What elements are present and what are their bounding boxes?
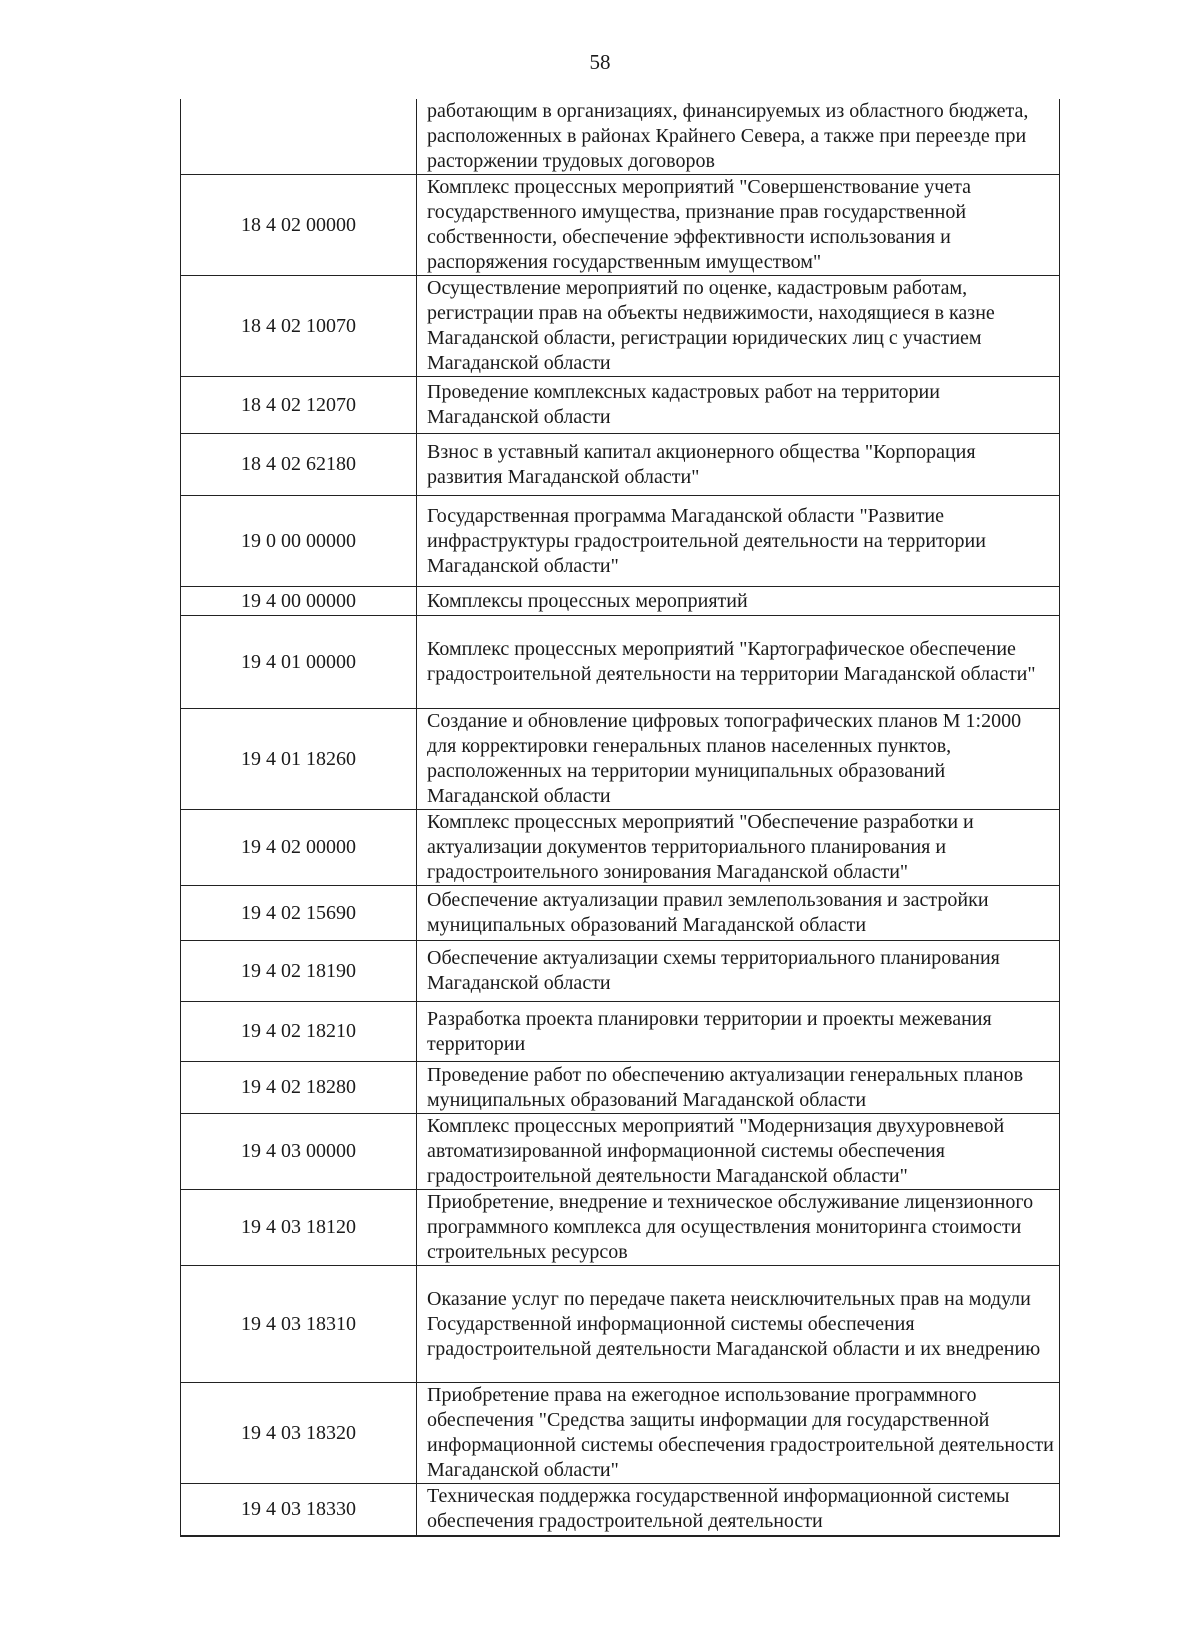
table-row xyxy=(181,1190,1060,1266)
code-cell: 19 4 03 18120 xyxy=(181,1190,417,1266)
code-cell: 18 4 02 12070 xyxy=(181,377,417,434)
code-cell: 19 4 02 00000 xyxy=(181,810,417,886)
description-cell: работающим в организациях, финансируемых из областного бюджета, расположенных в районах Крайнего Севера, а также при переезде при расторжении трудовых договоров xyxy=(417,99,1060,175)
code-cell: 19 4 00 00000 xyxy=(181,587,417,616)
table-row xyxy=(181,1383,1060,1484)
code-cell: 19 4 02 15690 xyxy=(181,886,417,941)
code-cell: 18 4 02 10070 xyxy=(181,276,417,377)
code-cell: 19 4 03 00000 xyxy=(181,1114,417,1190)
code-cell: 19 4 01 00000 xyxy=(181,616,417,709)
code-cell: 18 4 02 62180 xyxy=(181,434,417,496)
description-cell: Комплекс процессных мероприятий "Совершенствование учета государственного имущества, признание прав государственной собственности, обеспечение эффективности использования и распоряжения государственным имуществом" xyxy=(417,175,1060,276)
description-cell: Осуществление мероприятий по оценке, кадастровым работам, регистрации прав на объекты недвижимости, находящиеся в казне Магаданской области, регистрации юридических лиц с участием Магаданской области xyxy=(417,276,1060,377)
table-row xyxy=(181,1062,1060,1114)
code-cell: 19 4 02 18190 xyxy=(181,941,417,1002)
description-cell: Комплекс процессных мероприятий "Картографическое обеспечение градостроительной деятельности на территории Магаданской области" xyxy=(417,616,1060,709)
description-cell: Обеспечение актуализации правил землепользования и застройки муниципальных образований Магаданской области xyxy=(417,886,1060,941)
description-cell: Комплекс процессных мероприятий "Модернизация двухуровневой автоматизированной информационной системы обеспечения градостроительной деятельности Магаданской области" xyxy=(417,1114,1060,1190)
table-row xyxy=(181,1266,1060,1383)
code-cell: 19 4 02 18280 xyxy=(181,1062,417,1114)
code-cell: 19 4 03 18320 xyxy=(181,1383,417,1484)
description-cell: Проведение комплексных кадастровых работ на территории Магаданской области xyxy=(417,377,1060,434)
code-cell xyxy=(181,99,417,175)
budget-code-table xyxy=(180,99,1060,1537)
table-row xyxy=(181,377,1060,434)
table-row xyxy=(181,276,1060,377)
code-cell: 19 4 03 18310 xyxy=(181,1266,417,1383)
table-row xyxy=(181,175,1060,276)
code-cell: 19 4 02 18210 xyxy=(181,1002,417,1062)
code-cell: 19 4 03 18330 xyxy=(181,1484,417,1536)
description-cell: Проведение работ по обеспечению актуализации генеральных планов муниципальных образований Магаданской области xyxy=(417,1062,1060,1114)
table-row xyxy=(181,587,1060,616)
table-row xyxy=(181,810,1060,886)
description-cell: Взнос в уставный капитал акционерного общества "Корпорация развития Магаданской области" xyxy=(417,434,1060,496)
code-cell: 19 4 01 18260 xyxy=(181,709,417,810)
description-cell: Комплексы процессных мероприятий xyxy=(417,587,1060,616)
description-cell: Создание и обновление цифровых топографических планов М 1:2000 для корректировки генеральных планов населенных пунктов, расположенных на территории муниципальных образований Магаданской области xyxy=(417,709,1060,810)
description-cell: Разработка проекта планировки территории и проекты межевания территории xyxy=(417,1002,1060,1062)
table-row xyxy=(181,1114,1060,1190)
table-row xyxy=(181,434,1060,496)
description-cell: Государственная программа Магаданской области "Развитие инфраструктуры градостроительной деятельности на территории Магаданской области" xyxy=(417,496,1060,587)
table-row xyxy=(181,99,1060,175)
table-row xyxy=(181,1002,1060,1062)
code-cell: 18 4 02 00000 xyxy=(181,175,417,276)
description-cell: Обеспечение актуализации схемы территориального планирования Магаданской области xyxy=(417,941,1060,1002)
table-row xyxy=(181,616,1060,709)
description-cell: Оказание услуг по передаче пакета неисключительных прав на модули Государственной информационной системы обеспечения градостроительной деятельности Магаданской области и их внедрению xyxy=(417,1266,1060,1383)
table-row xyxy=(181,709,1060,810)
code-cell: 19 0 00 00000 xyxy=(181,496,417,587)
table-row xyxy=(181,886,1060,941)
description-cell: Комплекс процессных мероприятий "Обеспечение разработки и актуализации документов территориального планирования и градостроительного зонирования Магаданской области" xyxy=(417,810,1060,886)
description-cell: Приобретение, внедрение и техническое обслуживание лицензионного программного комплекса для осуществления мониторинга стоимости строительных ресурсов xyxy=(417,1190,1060,1266)
table-row xyxy=(181,496,1060,587)
description-cell: Техническая поддержка государственной информационной системы обеспечения градостроительной деятельности xyxy=(417,1484,1060,1536)
page-number: 58 xyxy=(589,50,611,74)
table-row xyxy=(181,941,1060,1002)
description-cell: Приобретение права на ежегодное использование программного обеспечения "Средства защиты информации для государственной информационной системы обеспечения градостроительной деятельности Магаданской области" xyxy=(417,1383,1060,1484)
table-row xyxy=(181,1484,1060,1536)
